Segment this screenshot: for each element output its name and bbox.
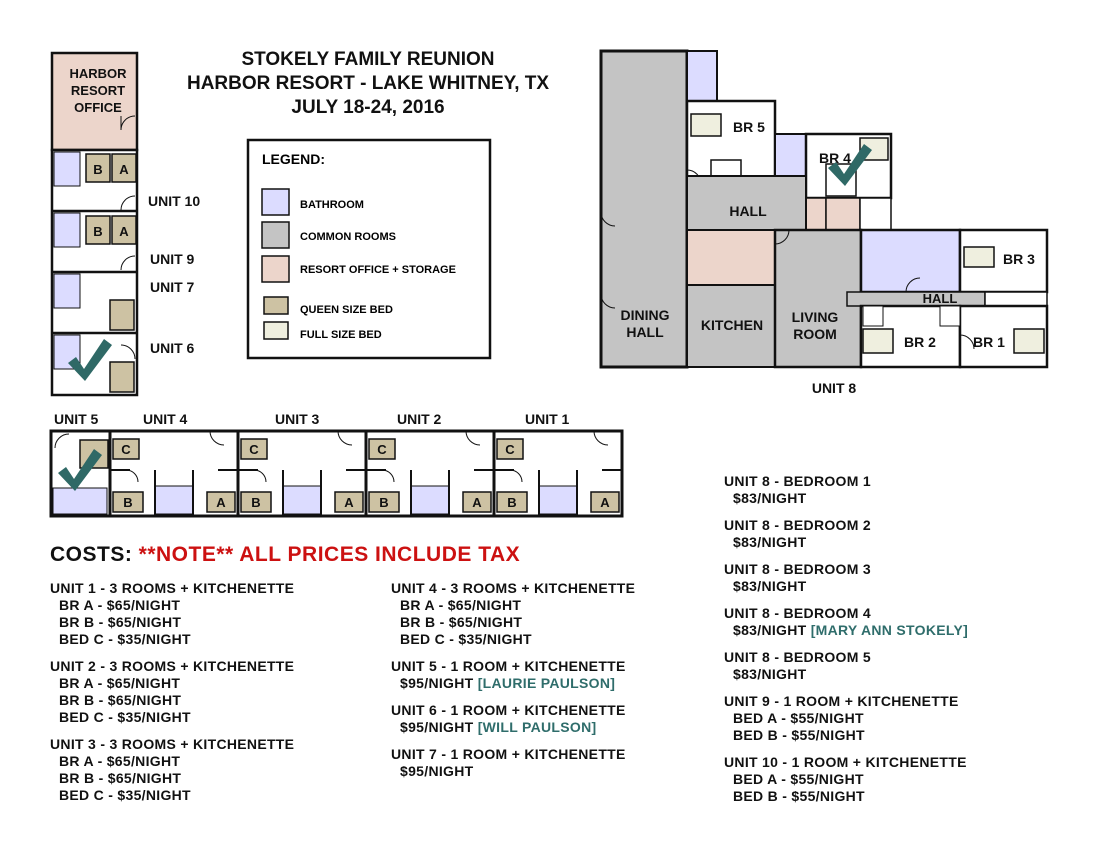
cost-entry-price: $95/NIGHT xyxy=(400,675,474,691)
bathroom-swatch xyxy=(262,189,289,215)
guest-name: [MARY ANN STOKELY] xyxy=(810,622,969,638)
office-label-line-2: RESORT xyxy=(70,83,126,98)
cost-entry-price: $83/NIGHT xyxy=(733,490,807,506)
cost-entry-price-line: BR A - $65/NIGHT xyxy=(400,597,522,613)
cost-entry-price: $95/NIGHT xyxy=(400,763,474,779)
unit3-label: UNIT 3 xyxy=(275,411,320,427)
unit10-bed-a: A xyxy=(119,162,129,177)
unit9-bed-b: B xyxy=(93,224,103,239)
bottom-building xyxy=(51,411,622,516)
cost-entry-price-line: BED A - $55/NIGHT xyxy=(733,710,864,726)
unit3-bed-c-letter: C xyxy=(249,442,259,457)
unit6-label: UNIT 6 xyxy=(150,340,195,356)
cost-entry-title: UNIT 7 - 1 ROOM + KITCHENETTE xyxy=(391,746,626,762)
cost-entry-title: UNIT 5 - 1 ROOM + KITCHENETTE xyxy=(391,658,626,674)
cost-entry-price: $83/NIGHT xyxy=(733,534,807,550)
costs-heading-prefix: COSTS: xyxy=(50,543,139,566)
legend-label-common: COMMON ROOMS xyxy=(300,231,396,243)
unit10-label: UNIT 10 xyxy=(148,193,201,209)
legend xyxy=(248,140,490,358)
page-title xyxy=(187,49,549,118)
unit5-label: UNIT 5 xyxy=(54,411,99,427)
unit3-bed-b-letter: B xyxy=(251,495,261,510)
cost-entry-price: $83/NIGHT xyxy=(733,666,807,682)
cost-entry-price-line: BR B - $65/NIGHT xyxy=(400,614,523,630)
cost-entry-title: UNIT 10 - 1 ROOM + KITCHENETTE xyxy=(724,754,967,770)
living-room-label-line-1: LIVING xyxy=(791,309,839,325)
cost-entry-title: UNIT 6 - 1 ROOM + KITCHENETTE xyxy=(391,702,626,718)
br3-label: BR 3 xyxy=(1003,251,1035,267)
unit2-label: UNIT 2 xyxy=(397,411,442,427)
cost-entry-title: UNIT 8 - BEDROOM 5 xyxy=(724,649,871,665)
cost-entry-price: $83/NIGHT xyxy=(733,578,807,594)
title-line-1: STOKELY FAMILY REUNION xyxy=(241,49,495,70)
full-bed-swatch xyxy=(264,322,288,339)
unit3-bed-a-letter: A xyxy=(344,495,354,510)
cost-entry-price-line: BED C - $35/NIGHT xyxy=(59,709,191,725)
br1-label: BR 1 xyxy=(973,334,1005,350)
cost-entry-price-line: BED A - $55/NIGHT xyxy=(733,771,864,787)
br2-label: BR 2 xyxy=(904,334,936,350)
cost-entry-price-line: BR B - $65/NIGHT xyxy=(59,692,182,708)
cost-entry-title: UNIT 8 - BEDROOM 4 xyxy=(724,605,871,621)
common-swatch xyxy=(262,222,289,248)
guest-name: [LAURIE PAULSON] xyxy=(477,675,616,691)
cost-entry-price-line: BED B - $55/NIGHT xyxy=(733,788,865,804)
upper-hall-label: HALL xyxy=(729,203,767,219)
cost-entry-price-line: BR B - $65/NIGHT xyxy=(59,614,182,630)
legend-label-office: RESORT OFFICE + STORAGE xyxy=(300,264,456,276)
queen-bed-swatch xyxy=(264,297,288,314)
unit2-bed-c-letter: C xyxy=(377,442,387,457)
cost-entry-title: UNIT 4 - 3 ROOMS + KITCHENETTE xyxy=(391,580,636,596)
cost-entry-price-line: BED C - $35/NIGHT xyxy=(59,787,191,803)
legend-label-bathroom: BATHROOM xyxy=(300,199,364,211)
legend-heading: LEGEND: xyxy=(262,151,325,167)
legend-label-queen: QUEEN SIZE BED xyxy=(300,304,393,316)
cost-entry-price-line: BR A - $65/NIGHT xyxy=(59,675,181,691)
cost-entry-title: UNIT 8 - BEDROOM 1 xyxy=(724,473,871,489)
unit7-label: UNIT 7 xyxy=(150,279,195,295)
unit1-bed-c-letter: C xyxy=(505,442,515,457)
unit9-bed-a: A xyxy=(119,224,129,239)
br5-label: BR 5 xyxy=(733,119,765,135)
cost-entry-price-line: BR B - $65/NIGHT xyxy=(59,770,182,786)
unit2-bed-a-letter: A xyxy=(472,495,482,510)
cost-entry-price-line: BR A - $65/NIGHT xyxy=(59,597,181,613)
kitchen-label: KITCHEN xyxy=(700,317,764,333)
cost-entry-title: UNIT 8 - BEDROOM 3 xyxy=(724,561,871,577)
office-swatch xyxy=(262,256,289,282)
unit9-label: UNIT 9 xyxy=(150,251,195,267)
guest-name: [WILL PAULSON] xyxy=(477,719,597,735)
unit1-label: UNIT 1 xyxy=(525,411,570,427)
cost-entry-title: UNIT 1 - 3 ROOMS + KITCHENETTE xyxy=(50,580,295,596)
cost-entry-title: UNIT 9 - 1 ROOM + KITCHENETTE xyxy=(724,693,959,709)
unit4-label: UNIT 4 xyxy=(143,411,188,427)
office-label-line-1: HARBOR xyxy=(69,66,127,81)
cost-entry-price: $95/NIGHT xyxy=(400,719,474,735)
unit4-bed-c-letter: C xyxy=(121,442,131,457)
cost-entry-title: UNIT 2 - 3 ROOMS + KITCHENETTE xyxy=(50,658,295,674)
legend-label-full: FULL SIZE BED xyxy=(300,329,382,341)
living-room-label-line-2: ROOM xyxy=(793,326,837,342)
unit4-bed-a-letter: A xyxy=(216,495,226,510)
title-line-3: JULY 18-24, 2016 xyxy=(291,97,445,118)
dining-hall-label-line-1: DINING xyxy=(620,307,670,323)
unit2-bed-b-letter: B xyxy=(379,495,389,510)
title-line-2: HARBOR RESORT - LAKE WHITNEY, TX xyxy=(186,73,550,94)
tax-note: **NOTE** ALL PRICES INCLUDE TAX xyxy=(138,543,521,566)
unit1-bed-b-letter: B xyxy=(507,495,517,510)
unit8-label: UNIT 8 xyxy=(811,380,857,396)
unit4-bed-b-letter: B xyxy=(123,495,133,510)
cost-entry-title: UNIT 3 - 3 ROOMS + KITCHENETTE xyxy=(50,736,295,752)
cost-entry-price-line: BED C - $35/NIGHT xyxy=(59,631,191,647)
cost-entry-price: $83/NIGHT xyxy=(733,622,807,638)
unit10-bed-b: B xyxy=(93,162,103,177)
lower-hall-label: HALL xyxy=(922,291,958,306)
cost-entry-price-line: BED C - $35/NIGHT xyxy=(400,631,532,647)
cost-entry-price-line: BED B - $55/NIGHT xyxy=(733,727,865,743)
cost-entry-price-line: BR A - $65/NIGHT xyxy=(59,753,181,769)
cost-entry-title: UNIT 8 - BEDROOM 2 xyxy=(724,517,871,533)
dining-hall-label-line-2: HALL xyxy=(626,324,664,340)
br4-label: BR 4 xyxy=(819,150,851,166)
unit1-bed-a-letter: A xyxy=(600,495,610,510)
office-label-line-3: OFFICE xyxy=(74,100,122,115)
